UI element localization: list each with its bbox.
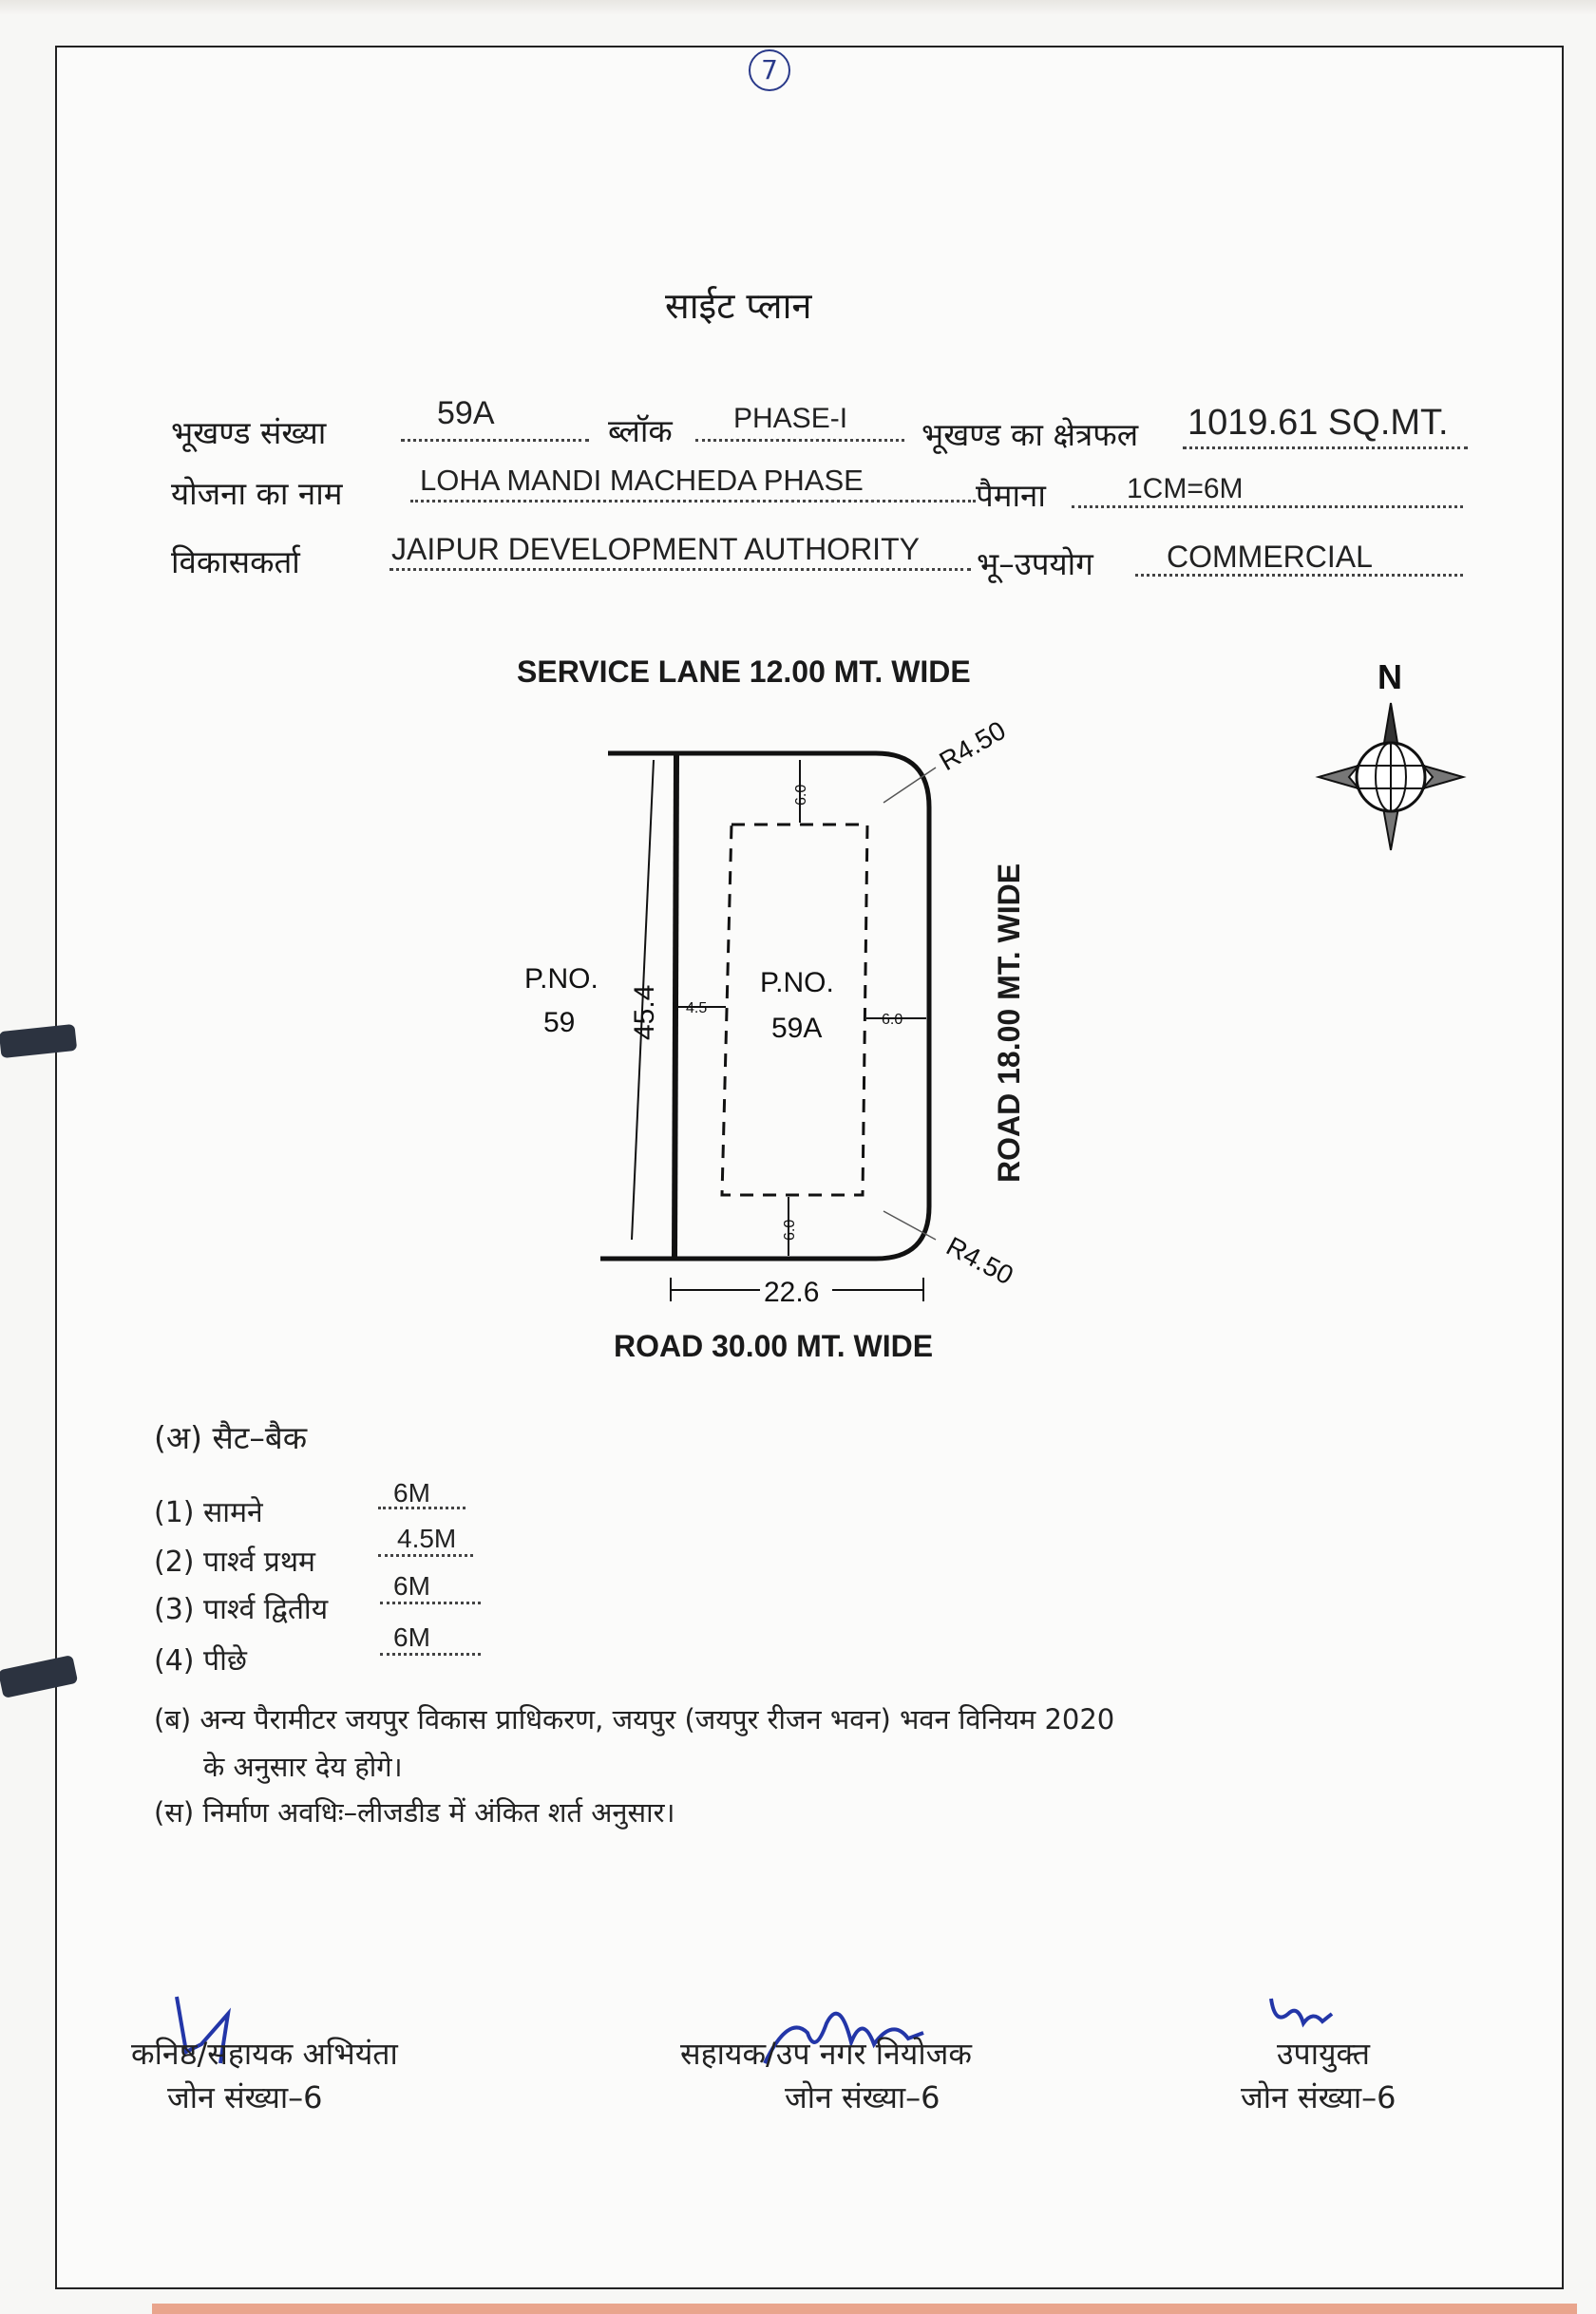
plot-no-value: 59A — [437, 395, 495, 431]
setbacks-heading: (अ) सैट–बैक — [154, 1419, 308, 1456]
page-number: 7 — [749, 49, 790, 91]
setback-rear-label: (4) पीछे — [154, 1644, 247, 1678]
setback-side2-value: 6M — [393, 1571, 430, 1601]
signatory-3-zone: जोन संख्या–6 — [1241, 2079, 1396, 2115]
adjacent-plot-label: P.NO. — [524, 963, 598, 995]
west-boundary — [674, 755, 676, 1259]
scale-label: पैमाना — [976, 477, 1046, 514]
landuse-value: COMMERCIAL — [1167, 540, 1373, 574]
dim-width: 22.6 — [764, 1277, 820, 1308]
note-c-line: (स) निर्माण अवधिः–लीजडीड में अंकित शर्त अनुसार। — [154, 1796, 675, 1829]
developer-value: JAIPUR DEVELOPMENT AUTHORITY — [391, 532, 920, 566]
east-boundary — [876, 753, 929, 1259]
block-label: ब्लॉक — [608, 412, 673, 449]
south-road-label: ROAD 30.00 MT. WIDE — [614, 1329, 934, 1363]
plot-no-label: भूखण्ड संख्या — [171, 414, 327, 451]
east-road-label: ROAD 18.00 MT. WIDE — [992, 863, 1026, 1183]
service-lane-label: SERVICE LANE 12.00 MT. WIDE — [517, 654, 971, 689]
setback-side2-label: (3) पार्श्व द्वितीय — [154, 1593, 329, 1626]
block-value: PHASE-I — [733, 403, 848, 434]
setback-rear-value: 6M — [393, 1622, 430, 1652]
signature-3 — [1271, 1999, 1332, 2023]
page-bottom-edge — [152, 2304, 1577, 2314]
setback-bottom: 6.0 — [782, 1219, 798, 1241]
setback-right: 6.0 — [882, 1012, 903, 1028]
plot-label: P.NO. — [760, 967, 834, 998]
note-b-line1: (ब) अन्य पैरामीटर जयपुर विकास प्राधिकरण, जयपुर (जयपुर रीजन भवन) भवन विनियम 2020 — [154, 1703, 1115, 1736]
signatory-2-zone: जोन संख्या–6 — [785, 2079, 940, 2115]
signatory-3-title: उपायुक्त — [1277, 2036, 1370, 2072]
building-line — [722, 825, 867, 1195]
setback-side1-value: 4.5M — [397, 1524, 457, 1553]
signatory-1-zone: जोन संख्या–6 — [167, 2079, 323, 2115]
adjacent-plot-no: 59 — [543, 1007, 576, 1038]
north-label: N — [1378, 657, 1402, 696]
note-b-line2: के अनुसार देय होगे। — [203, 1751, 403, 1783]
page-title: साईट प्लान — [665, 285, 812, 327]
scale-value: 1CM=6M — [1127, 473, 1244, 504]
setback-front-value: 6M — [393, 1478, 430, 1508]
scheme-value: LOHA MANDI MACHEDA PHASE — [420, 464, 864, 497]
area-label: भूखण्ड का क्षेत्रफल — [922, 416, 1139, 453]
landuse-label: भू–उपयोग — [977, 545, 1093, 582]
radius-top: R4.50 — [934, 714, 1011, 777]
setback-top: 6.0 — [793, 784, 809, 806]
signatory-2-title: सहायक/उप नगर नियोजक — [680, 2036, 972, 2072]
developer-label: विकासकर्ता — [171, 543, 300, 580]
signatory-1-title: कनिष्ठ/सहायक अभियंता — [131, 2036, 398, 2072]
dim-depth: 45.4 — [629, 984, 660, 1040]
setback-left: 4.5 — [686, 1000, 708, 1016]
area-value: 1019.61 SQ.MT. — [1188, 403, 1449, 443]
north-arrow-icon — [1319, 657, 1463, 850]
setback-side1-label: (2) पार्श्व प्रथम — [154, 1546, 315, 1579]
radius-bottom: R4.50 — [941, 1230, 1018, 1291]
setback-front-label: (1) सामने — [154, 1496, 263, 1529]
plot-number: 59A — [771, 1013, 823, 1044]
scheme-label: योजना का नाम — [171, 475, 343, 512]
